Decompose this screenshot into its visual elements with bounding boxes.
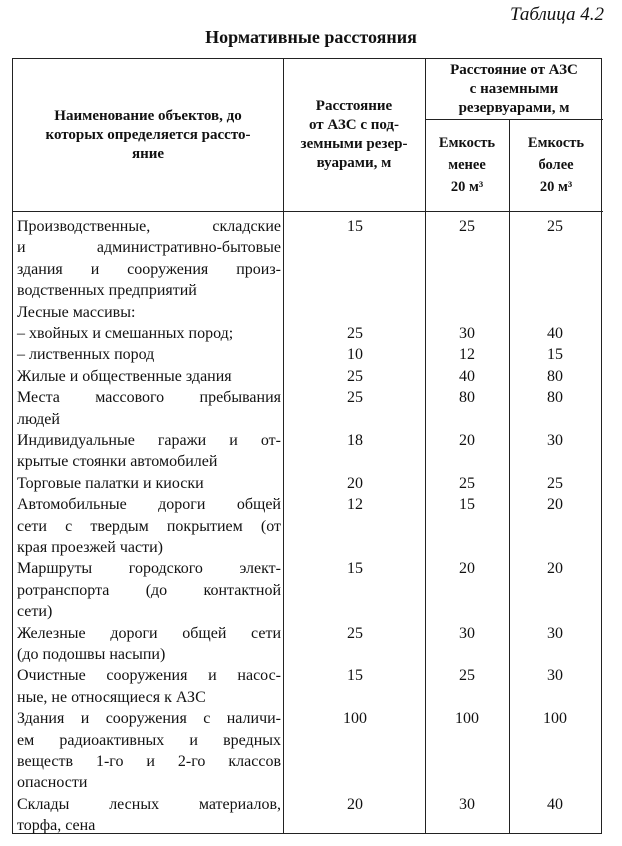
value-capacity-less: 30 xyxy=(459,624,475,642)
object-name xyxy=(17,708,281,794)
object-name-line: водственных предприятий xyxy=(17,282,197,300)
object-name-line: опасности xyxy=(17,774,88,792)
value-capacity-more: 30 xyxy=(547,624,563,642)
value-capacity-more: 30 xyxy=(547,432,563,449)
table-row xyxy=(13,494,603,558)
table-row xyxy=(13,794,603,837)
table-row xyxy=(13,216,603,302)
object-name xyxy=(17,387,281,430)
header-object-name: Наименование объектов, до которых определяется рассто- яние xyxy=(45,107,251,162)
object-name-line: Автомобильные дороги общей xyxy=(17,496,281,514)
object-name xyxy=(17,216,281,302)
value-capacity-more: 20 xyxy=(547,560,563,578)
object-name xyxy=(17,665,281,708)
table-row xyxy=(13,623,603,666)
table-row xyxy=(13,558,603,622)
table-row xyxy=(13,302,603,323)
object-name xyxy=(17,302,281,323)
value-underground: 15 xyxy=(347,667,363,685)
object-name-line: ротранспорта (до контактной xyxy=(17,581,281,599)
object-name-line: Склады лесных материалов, xyxy=(17,795,281,813)
header-capacity-less: Емкость менее 20 м³ xyxy=(438,135,496,195)
value-capacity-more: 80 xyxy=(547,389,563,407)
object-name-line: сети) xyxy=(17,603,53,621)
object-name xyxy=(17,794,281,837)
table-row xyxy=(13,323,603,344)
value-capacity-more: 25 xyxy=(547,474,563,492)
value-capacity-more: 80 xyxy=(547,367,563,385)
value-capacity-less: 20 xyxy=(459,560,475,578)
object-name xyxy=(17,344,281,365)
object-name xyxy=(17,366,281,387)
header-divider xyxy=(13,211,603,212)
value-underground: 100 xyxy=(343,710,367,728)
object-name-line: Торговые палатки и киоски xyxy=(17,474,204,492)
object-name-line: – хвойных и смешанных пород; xyxy=(17,325,234,342)
value-capacity-less: 80 xyxy=(459,389,475,407)
table-row xyxy=(13,665,603,708)
value-capacity-less: 20 xyxy=(459,432,475,449)
value-capacity-more: 100 xyxy=(543,710,567,728)
header-capacity-more: Емкость более 20 м³ xyxy=(527,135,585,195)
table-row xyxy=(13,708,603,794)
value-capacity-less: 25 xyxy=(459,667,475,685)
object-name-line: людей xyxy=(17,410,60,428)
value-capacity-less: 25 xyxy=(459,474,475,492)
value-capacity-less: 25 xyxy=(459,218,475,235)
object-name-line: и административно-бытовые xyxy=(17,239,281,257)
object-name-line: края проезжей части) xyxy=(17,538,163,556)
table-number: Таблица 4.2 xyxy=(510,4,604,25)
value-capacity-less: 40 xyxy=(459,367,475,385)
value-underground: 25 xyxy=(347,389,363,407)
object-name-line: здания и сооружения произ- xyxy=(17,260,281,278)
value-capacity-more: 40 xyxy=(547,325,563,342)
object-name-line: крытые стоянки автомобилей xyxy=(17,453,218,471)
value-capacity-more: 20 xyxy=(547,496,563,514)
value-underground: 25 xyxy=(347,325,363,342)
object-name-line: веществ 1-го и 2-го классов xyxy=(17,752,281,770)
object-name-line: ные, не относящиеся к АЗС xyxy=(17,688,206,706)
table-row xyxy=(13,366,603,387)
header-underground: Расстояние от АЗС с под- земными резер- вуарами, м xyxy=(300,98,408,171)
header-above-ground: Расстояние от АЗС с наземными резервуарами, м xyxy=(450,61,578,116)
object-name-line: Производственные, складские xyxy=(17,218,281,235)
object-name xyxy=(17,623,281,666)
table-row xyxy=(13,430,603,473)
table-row xyxy=(13,387,603,430)
value-capacity-less: 12 xyxy=(459,346,475,364)
table-title: Нормативные расстояния xyxy=(205,27,417,47)
value-underground: 25 xyxy=(347,624,363,642)
object-name-line: (до подошвы насыпи) xyxy=(17,645,166,663)
object-name-line: Маршруты городского элект- xyxy=(17,560,281,578)
object-name xyxy=(17,473,281,494)
object-name-line: торфа, сена xyxy=(17,817,96,835)
object-name-line: Очистные сооружения и насос- xyxy=(17,667,281,685)
value-underground: 12 xyxy=(347,496,363,514)
value-capacity-more: 40 xyxy=(547,795,563,813)
value-capacity-less: 30 xyxy=(459,795,475,813)
value-capacity-more: 25 xyxy=(547,218,563,235)
object-name-line: – лиственных пород xyxy=(17,346,155,364)
object-name-line: Индивидуальные гаражи и от- xyxy=(17,432,281,449)
distances-table xyxy=(12,58,602,834)
value-underground: 20 xyxy=(347,474,363,492)
object-name-line: сети с твердым покрытием (от xyxy=(17,517,281,535)
value-underground: 15 xyxy=(347,560,363,578)
object-name-line: Железные дороги общей сети xyxy=(17,624,281,642)
object-name xyxy=(17,323,281,344)
object-name-line: Места массового пребывания xyxy=(17,389,281,407)
value-capacity-less: 100 xyxy=(455,710,479,728)
object-name xyxy=(17,558,281,622)
object-name xyxy=(17,494,281,558)
value-underground: 18 xyxy=(347,432,363,449)
value-capacity-more: 15 xyxy=(547,346,563,364)
value-underground: 20 xyxy=(347,795,363,813)
value-capacity-less: 30 xyxy=(459,325,475,342)
object-name-line: Здания и сооружения с наличи- xyxy=(17,710,281,728)
value-underground: 10 xyxy=(347,346,363,364)
object-name-line: ем радиоактивных и вредных xyxy=(17,731,281,749)
object-name xyxy=(17,430,281,473)
value-capacity-more: 30 xyxy=(547,667,563,685)
value-underground: 25 xyxy=(347,367,363,385)
table-row xyxy=(13,344,603,365)
value-capacity-less: 15 xyxy=(459,496,475,514)
value-underground: 15 xyxy=(347,218,363,235)
object-name-line: Жилые и общественные здания xyxy=(17,367,232,385)
table-row xyxy=(13,473,603,494)
object-name-line: Лесные массивы: xyxy=(17,303,136,321)
